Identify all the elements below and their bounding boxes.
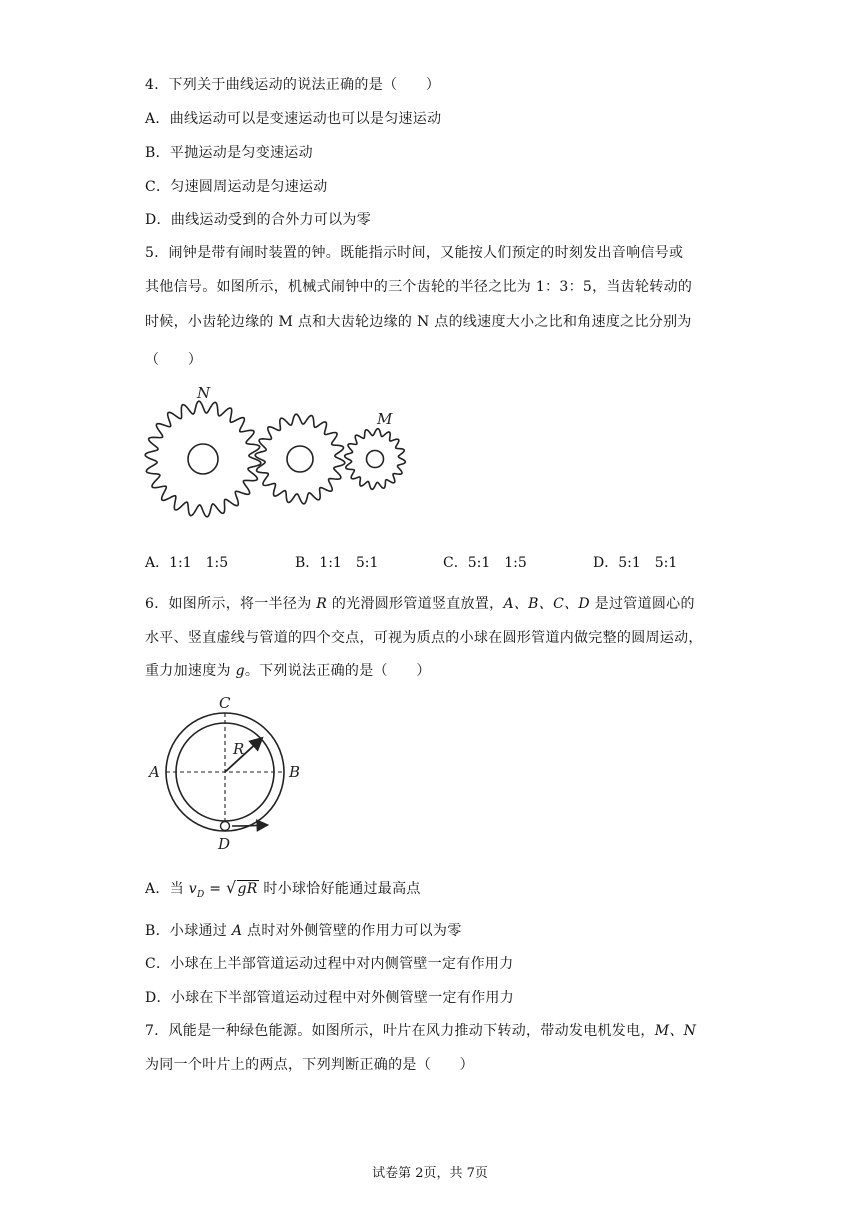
q5-option-b: B．1:1 5:1 [295,555,379,571]
gears-figure [140,378,420,518]
points-abcd: A、B、C、D [503,596,590,612]
middle-gear [255,414,345,504]
q6-stem-line-1: 6．如图所示，将一半径为 R 的光滑圆形管道竖直放置，A、B、C、D 是过管道圆心的 [145,596,695,612]
var-r: R [316,596,328,612]
small-gear-m [345,429,406,490]
q5-option-c: C．5:1 1:5 [443,555,527,571]
pipe-figure [140,692,310,852]
q4-option-c: C．匀速圆周运动是匀速运动 [145,179,328,195]
label-a: A [149,763,160,781]
q6-stem-line-2: 水平、竖直虚线与管道的四个交点，可视为质点的小球在圆形管道内做完整的圆周运动， [145,630,703,646]
q7-stem-line-2: 为同一个叶片上的两点，下列判断正确的是（ ） [145,1057,474,1073]
motion-arrow [232,825,266,826]
q6-option-c: C．小球在上半部管道运动过程中对内侧管壁一定有作用力 [145,956,514,972]
ball [221,822,230,831]
label-r: R [233,740,245,758]
q5-stem-line-3: 时候，小齿轮边缘的 M 点和大齿轮边缘的 N 点的线速度大小之比和角速度之比分别为 [145,314,692,330]
big-gear-n [145,401,261,517]
q5-stem-line-4: （ ） [145,352,203,368]
var-g: g [235,663,245,679]
q4-stem: 4．下列关于曲线运动的说法正确的是（ ） [145,77,441,93]
q5-option-d: D．5:1 5:1 [593,555,678,571]
q6-stem-line-3: 重力加速度为 g。下列说法正确的是（ ） [145,663,431,679]
q7-stem-line-1: 7．风能是一种绿色能源。如图所示，叶片在风力推动下转动，带动发电机发电，M、N [145,1023,697,1039]
small-gear-hub [367,451,384,468]
q4-option-a: A．曲线运动可以是变速运动也可以是匀速运动 [145,111,442,127]
label-d: D [218,835,231,852]
q6-option-b: B．小球通过 A 点时对外侧管壁的作用力可以为零 [145,923,462,939]
big-gear-hub [188,444,218,474]
middle-gear-hub [287,446,313,472]
label-n: N [197,384,211,402]
q6-option-d: D．小球在下半部管道运动过程中对外侧管壁一定有作用力 [145,990,515,1006]
label-c: C [219,694,231,712]
q4-option-d: D．曲线运动受到的合外力可以为零 [145,212,372,228]
q6-option-a: A．当 $v_D = √gR$ 时小球恰好能通过最高点 [145,878,421,900]
label-m: M [377,410,393,428]
label-b: B [289,763,301,781]
q5-stem-line-2: 其他信号。如图所示，机械式闹钟中的三个齿轮的半径之比为 1：3：5，当齿轮转动的 [145,279,693,295]
page-footer: 试卷第 2页，共 7页 [372,1166,488,1181]
root-gr: gR [237,881,258,897]
q5-option-a: A．1:1 1:5 [145,555,229,571]
points-mn: M、N [654,1023,697,1039]
q5-options [145,552,745,572]
q5-stem-line-1: 5．闹钟是带有闹时装置的钟。既能指示时间，又能按人们预定的时刻发出音响信号或 [145,245,684,261]
q4-option-b: B．平抛运动是匀变速运动 [145,145,313,161]
